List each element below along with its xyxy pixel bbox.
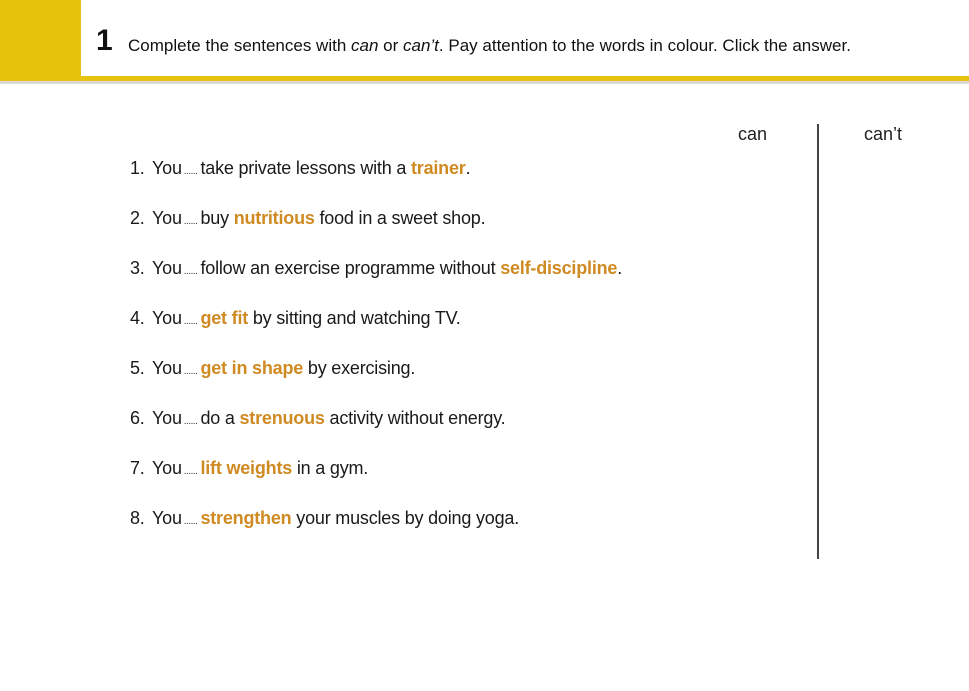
answer-option-can[interactable] xyxy=(690,451,810,485)
answer-gap: ...... xyxy=(183,466,198,477)
column-header-can: can xyxy=(738,124,768,144)
answer-option-cant[interactable] xyxy=(826,501,946,535)
sentence-text: buy xyxy=(200,208,234,228)
sentence-row xyxy=(130,308,461,329)
answer-option-can[interactable] xyxy=(690,401,810,435)
answer-gap: ...... xyxy=(183,216,198,227)
answer-option-cant[interactable] xyxy=(826,351,946,385)
sentence-number: 6. xyxy=(130,408,145,428)
instruction-keyword: can’t xyxy=(403,36,439,55)
sentence-text: You xyxy=(152,408,182,428)
highlighted-keyword: get in shape xyxy=(200,358,304,378)
answer-option-can[interactable] xyxy=(690,151,810,185)
sentence-row xyxy=(130,158,470,179)
answer-gap: ...... xyxy=(183,316,198,327)
sentence-number: 2. xyxy=(130,208,145,228)
sentence-text: food in a sweet shop. xyxy=(314,208,486,228)
sentence-text: You xyxy=(152,258,182,278)
answer-option-cant[interactable] xyxy=(826,401,946,435)
sentence-row xyxy=(130,508,519,529)
answer-option-cant[interactable] xyxy=(826,201,946,235)
highlighted-keyword: strenuous xyxy=(239,408,325,428)
highlighted-keyword: strengthen xyxy=(200,508,292,528)
answer-gap: ...... xyxy=(183,516,198,527)
answer-gap: ...... xyxy=(183,266,198,277)
answer-option-cant[interactable] xyxy=(826,251,946,285)
instruction-text: . Pay attention to the words in colour. Click the answer. xyxy=(438,36,851,55)
answer-option-can[interactable] xyxy=(690,201,810,235)
header-shadow xyxy=(0,81,969,84)
answer-gap: ...... xyxy=(183,166,198,177)
answer-option-cant[interactable] xyxy=(826,151,946,185)
sentence-text: . xyxy=(617,258,623,278)
instruction-text: or xyxy=(378,36,403,55)
sentence-text: You xyxy=(152,508,182,528)
sentence-number: 1. xyxy=(130,158,145,178)
sentence-text: . xyxy=(465,158,471,178)
answer-option-can[interactable] xyxy=(690,251,810,285)
exercise-instruction xyxy=(128,36,851,56)
sentence-row xyxy=(130,208,485,229)
sentence-text: by sitting and watching TV. xyxy=(248,308,461,328)
answer-gap: ...... xyxy=(183,366,198,377)
answer-option-cant[interactable] xyxy=(826,301,946,335)
sentence-text: by exercising. xyxy=(303,358,416,378)
highlighted-keyword: self-discipline xyxy=(500,258,618,278)
sentence-row xyxy=(130,408,505,429)
sentence-row xyxy=(130,458,368,479)
sentence-number: 8. xyxy=(130,508,145,528)
exercise-number: 1 xyxy=(96,24,113,57)
sentence-number: 3. xyxy=(130,258,145,278)
header-accent-block xyxy=(0,0,81,76)
column-divider xyxy=(817,124,819,559)
highlighted-keyword: nutritious xyxy=(233,208,315,228)
sentence-text: your muscles by doing yoga. xyxy=(291,508,519,528)
sentence-text: You xyxy=(152,458,182,478)
sentence-text: do a xyxy=(200,408,240,428)
answer-option-can[interactable] xyxy=(690,501,810,535)
sentence-number: 4. xyxy=(130,308,145,328)
sentence-text: You xyxy=(152,158,182,178)
answer-option-cant[interactable] xyxy=(826,451,946,485)
sentence-text: You xyxy=(152,208,182,228)
sentence-text: You xyxy=(152,308,182,328)
highlighted-keyword: trainer xyxy=(410,158,466,178)
sentence-text: follow an exercise programme without xyxy=(200,258,501,278)
column-header-cant: can’t xyxy=(864,124,903,144)
answer-option-can[interactable] xyxy=(690,301,810,335)
sentence-text: take private lessons with a xyxy=(200,158,411,178)
sentence-row xyxy=(130,358,415,379)
sentence-text: You xyxy=(152,358,182,378)
sentence-number: 5. xyxy=(130,358,145,378)
sentence-number: 7. xyxy=(130,458,145,478)
instruction-text: Complete the sentences with xyxy=(128,36,352,55)
answer-gap: ...... xyxy=(183,416,198,427)
instruction-keyword: can xyxy=(351,36,379,55)
sentence-text: in a gym. xyxy=(292,458,369,478)
sentence-text: activity without energy. xyxy=(324,408,506,428)
sentence-row xyxy=(130,258,622,279)
answer-option-can[interactable] xyxy=(690,351,810,385)
highlighted-keyword: get fit xyxy=(200,308,249,328)
highlighted-keyword: lift weights xyxy=(200,458,293,478)
